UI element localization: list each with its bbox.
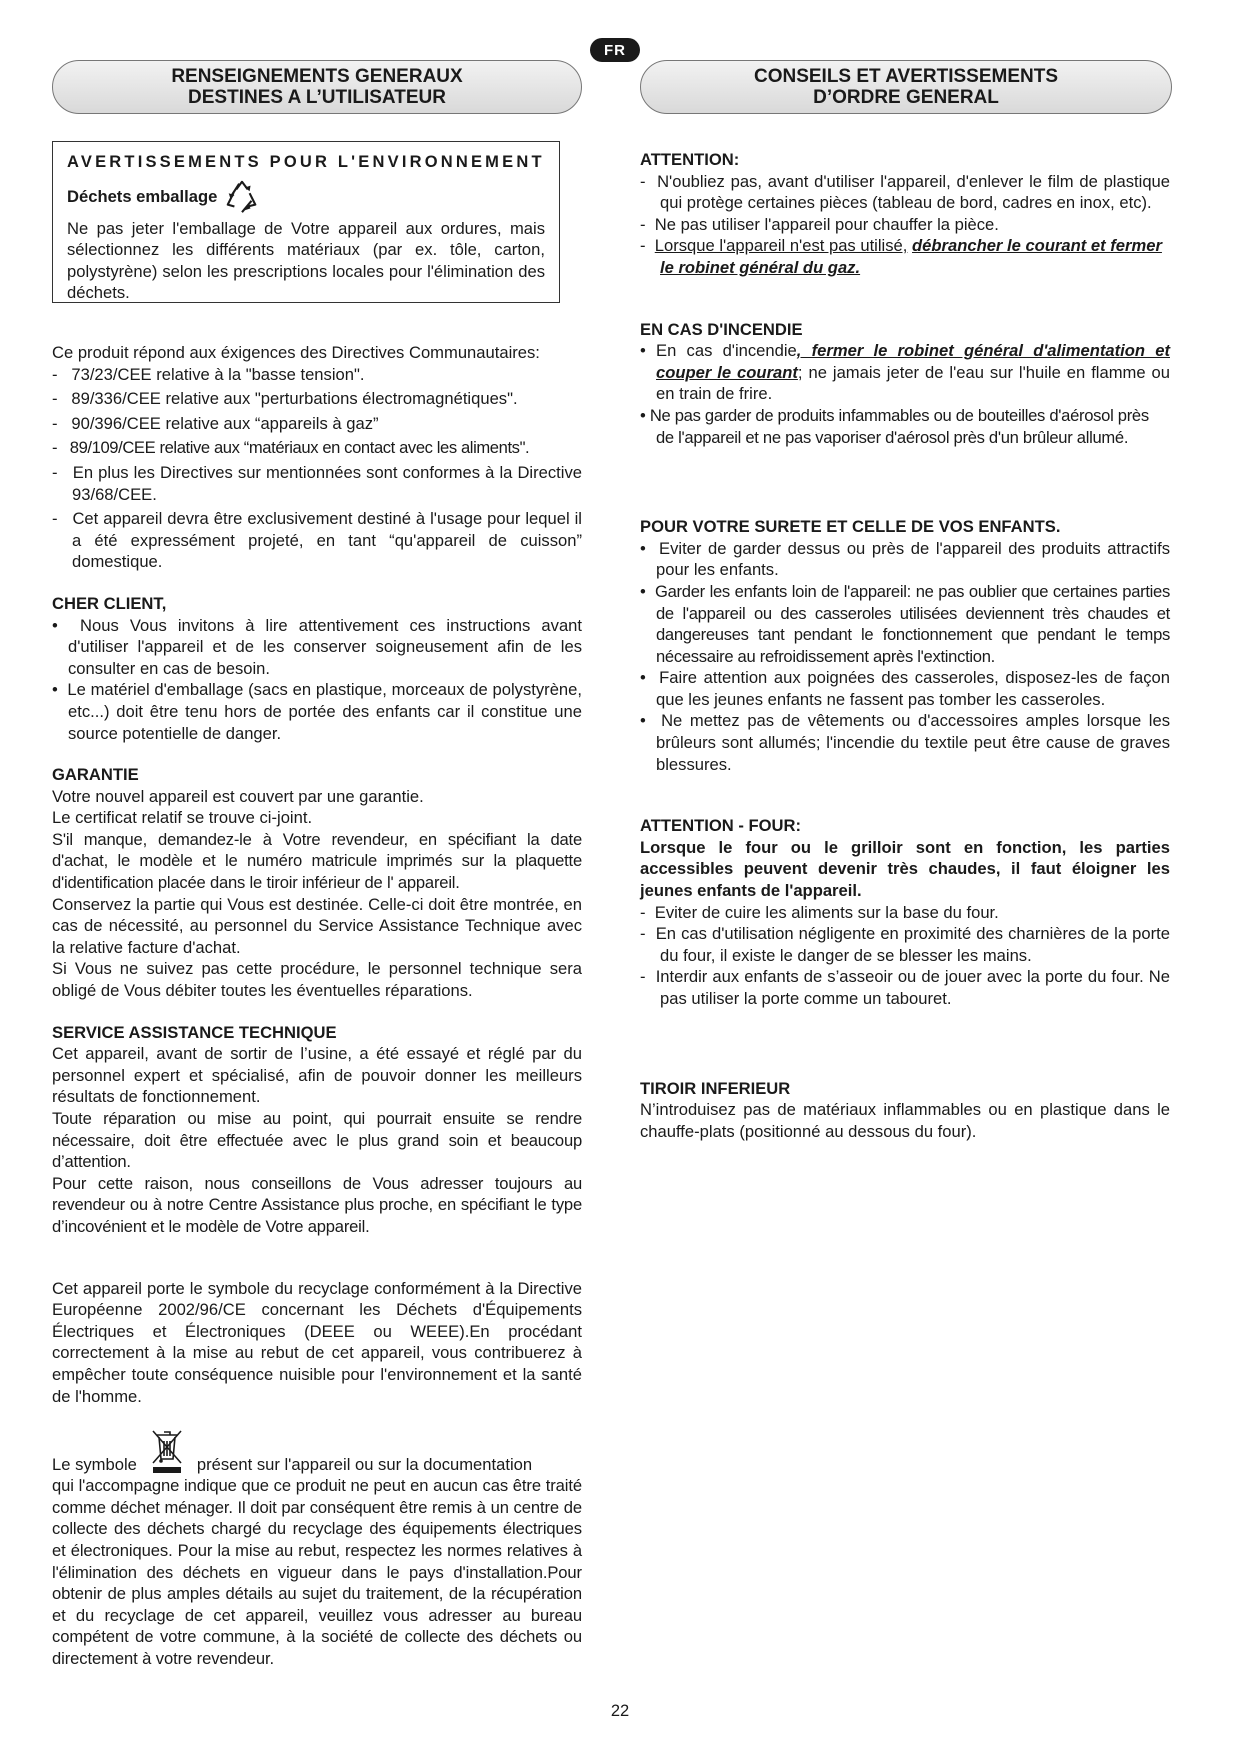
recycle-text: Cet appareil porte le symbole du recyclage conformément à la Directive Européenne 2002/96/CE concernant les Déchets d'Équipements Électriques et Électroniques (DEEE ou WEEE).En procédant correctement à la mise au rebut de cet appareil, vous contribuerez à empêcher toute conséquence nuisible pour l'environnement et la santé de l'homme. bbox=[52, 1278, 582, 1406]
incendie-title: EN CAS D'INCENDIE bbox=[640, 319, 803, 339]
cher-client-item: • Nous Vous invitons à lire attentivement ces instructions avant d'utiliser l'appareil et de les conserver soigneusement afin de les consulter en cas de besoin. bbox=[52, 615, 583, 678]
garantie-line: Votre nouvel appareil est couvert par une garantie. bbox=[52, 786, 424, 806]
page-number: 22 bbox=[610, 1702, 630, 1720]
attention-text-bold: débrancher le courant et fermer le robinet général du gaz. bbox=[660, 236, 1162, 277]
attention-item: - N'oubliez pas, avant d'utiliser l'appareil, d'enlever le film de plastique qui protège certaines pièces (tableau de bord, cadres en inox, etc). bbox=[640, 171, 1170, 213]
directive-item: - 73/23/CEE relative à la "basse tension". bbox=[52, 364, 365, 384]
surete-text: Ne mettez pas de vêtements ou d'accessoires amples lorsque les brûleurs sont allumés; l'incendie du textile peut être cause de graves blessures. bbox=[656, 711, 1171, 774]
weee-symbol-line bbox=[52, 1429, 582, 1475]
cher-client-title: CHER CLIENT, bbox=[52, 593, 167, 613]
incendie-item: • Ne pas garder de produits infammables ou de bouteilles d'aérosol près de l'appareil et ne pas vaporiser d'aérosol près d'un brûleur allumé. bbox=[640, 405, 1149, 447]
four-item: - En cas d'utilisation négligente en proximité des charnières de la porte du four, il existe le danger de se blesser les mains. bbox=[640, 924, 1171, 965]
incendie-text: En cas d'incendie bbox=[656, 341, 797, 361]
service-line: Pour cette raison, nous conseillons de Vous adresser toujours au revendeur ou à notre Centre Assistance plus proche, en spécifiant le type d’incovénient et le modèle de Votre appareil. bbox=[52, 1173, 582, 1236]
four-item: - Interdir aux enfants de s’asseoir ou de jouer avec la porte du four. Ne pas utiliser la porte comme un tabouret. bbox=[640, 967, 1170, 1008]
garantie-line: Conservez la partie qui Vous est destinée. Celle-ci doit être montrée, en cas de nécessité, au personnel du Service Assistance Technique avec la relative facture d'achat. bbox=[52, 894, 582, 957]
header-right-line1: CONSEILS ET AVERTISSEMENTS bbox=[753, 66, 1059, 87]
service-line: Toute réparation ou mise au point, qui pourrait ensuite se rendre nécessaire, doit être effectuée avec le plus grand soin et beaucoup d’attention. bbox=[52, 1109, 582, 1172]
crossed-bin-icon bbox=[145, 1429, 189, 1475]
four-item: - Eviter de cuire les aliments sur la base du four. bbox=[640, 902, 999, 922]
header-left-line2: DESTINES A L’UTILISATEUR bbox=[188, 87, 446, 108]
directive-item: - 89/109/CEE relative aux “matériaux en contact avec les aliments". bbox=[52, 438, 530, 458]
attention-text-underlined: Lorsque l'appareil n'est pas utilisé, bbox=[654, 236, 908, 256]
four-text: En cas d'utilisation négligente en proximité des charnières de la porte du four, il existe le danger de se blesser les mains. bbox=[655, 924, 1171, 965]
surete-text: Eviter de garder dessus ou près de l'appareil des produits attractifs pour les enfants. bbox=[656, 538, 1171, 580]
weee-rest: qui l'accompagne indique que ce produit ne peut en aucun cas être traité comme déchet ménager. Il doit par conséquent être remis à un centre de collecte des déchets chargé du recyclage des équipements électriques et électroniques. Pour la mise au rebut, respectez les normes relatives à l'élimination des déchets en vigueur dans le pays d'installation.Pour obtenir de plus amples détails au sujet du traitement, de la récupération et du recyclage de cet appareil, veuillez vous adresser au bureau compétent de votre commune, à la société de collecte des déchets ou directement à votre revendeur. bbox=[52, 1476, 582, 1668]
directive-text: 90/396/CEE relative aux “appareils à gaz” bbox=[71, 413, 379, 433]
surete-item: • Eviter de garder dessus ou près de l'appareil des produits attractifs pour les enfants. bbox=[640, 538, 1171, 580]
garantie-title: GARANTIE bbox=[52, 765, 139, 785]
attention-text: N'oubliez pas, avant d'utiliser l'appareil, d'enlever le film de plastique qui protège certaines pièces (tableau de bord, cadres en inox, etc). bbox=[657, 171, 1170, 213]
attention-title: ATTENTION: bbox=[640, 150, 740, 169]
directive-text: Cet appareil devra être exclusivement destiné à l'usage pour lequel il a été expressément projeté, en tant “qu'appareil de cuisson” domestique. bbox=[72, 509, 582, 572]
incendie-text-rest: ; ne jamais jeter de l'eau sur l'huile en flamme ou en train de frire. bbox=[656, 362, 1170, 404]
service-title: SERVICE ASSISTANCE TECHNIQUE bbox=[52, 1022, 337, 1042]
attention-text: Ne pas utiliser l'appareil pour chauffer la pièce. bbox=[654, 214, 999, 234]
directive-item: - En plus les Directives sur mentionnées sont conformes à la Directive 93/68/CEE. bbox=[52, 462, 582, 504]
garantie-line: Si Vous ne suivez pas cette procédure, le personnel technique sera obligé de Vous débiter toutes les éventuelles réparations. bbox=[52, 959, 582, 1001]
header-left-line1: RENSEIGNEMENTS GENERAUX bbox=[171, 66, 463, 87]
directive-item: - Cet appareil devra être exclusivement destiné à l'usage pour lequel il a été expressément projeté, en tant “qu'appareil de cuisson” domestique. bbox=[52, 509, 582, 572]
weee-after: présent sur l'appareil ou sur la documentation bbox=[196, 1454, 533, 1474]
left-column bbox=[52, 342, 582, 1669]
section-header-right bbox=[640, 60, 1172, 114]
directive-item: - 89/336/CEE relative aux "perturbations électromagnétiques". bbox=[52, 389, 518, 409]
right-column bbox=[640, 149, 1170, 1142]
four-text: Eviter de cuire les aliments sur la base du four. bbox=[654, 902, 999, 922]
four-bold-text: Lorsque le four ou le grilloir sont en fonction, les parties accessibles peuvent devenir très chaudes, il faut éloigner les jeunes enfants de l'appareil. bbox=[640, 837, 1170, 901]
surete-item: • Ne mettez pas de vêtements ou d'accessoires amples lorsque les brûleurs sont allumés; l'incendie du textile peut être cause de graves blessures. bbox=[640, 711, 1171, 774]
service-line: Cet appareil, avant de sortir de l’usine, a été essayé et réglé par du personnel expert et spécialisé, afin de pouvoir donner les meilleurs résultats de fonctionnement. bbox=[52, 1044, 582, 1107]
surete-text: Faire attention aux poignées des casseroles, disposez-les de façon que les jeunes enfants ne fassent pas tomber les casseroles. bbox=[656, 668, 1170, 709]
cher-client-item: • Le matériel d'emballage (sacs en plastique, morceaux de polystyrène, etc...) doit être tenu hors de portée des enfants car il constitue une source potentielle de danger. bbox=[52, 680, 582, 743]
recycle-icon bbox=[223, 178, 261, 216]
header-right-line2: D’ORDRE GENERAL bbox=[813, 87, 999, 108]
surete-text: Garder les enfants loin de l'appareil: ne pas oublier que certaines parties de l'appareil ou des casseroles utilisées deviennent très chaudes et dangereuses tant pendant le fonctionnement que pendant le temps nécessaire au refroidissement après l'extinction. bbox=[655, 581, 1170, 666]
cher-client-text: Le matériel d'emballage (sacs en plastique, morceaux de polystyrène, etc...) doit être tenu hors de portée des enfants car il constitue une source potentielle de danger. bbox=[67, 680, 582, 743]
env-text: Ne pas jeter l'emballage de Votre appareil aux ordures, mais sélectionnez les différents matériaux (par ex. tôle, carton, polystyrène) selon les prescriptions locales pour l'élimination des déchets. bbox=[67, 218, 545, 303]
garantie-line: Le certificat relatif se trouve ci-joint. bbox=[52, 808, 313, 828]
surete-item: • Faire attention aux poignées des casseroles, disposez-les de façon que les jeunes enfants ne fassent pas tomber les casseroles. bbox=[640, 668, 1170, 709]
cher-client-text: Nous Vous invitons à lire attentivement ces instructions avant d'utiliser l'appareil et de les conserver soigneusement afin de les consulter en cas de besoin. bbox=[68, 615, 583, 678]
tiroir-text: N’introduisez pas de matériaux inflammables ou en plastique dans le chauffe-plats (positionné au dessous du four). bbox=[640, 1100, 1170, 1141]
incendie-text: Ne pas garder de produits infammables ou de bouteilles d'aérosol près de l'appareil et ne pas vaporiser d'aérosol près d'un brûleur allumé. bbox=[649, 405, 1149, 447]
directive-text: 89/336/CEE relative aux "perturbations électromagnétiques". bbox=[71, 389, 518, 409]
directive-item: - 90/396/CEE relative aux “appareils à gaz” bbox=[52, 413, 379, 433]
environment-warning-box bbox=[52, 141, 560, 303]
directive-text: 73/23/CEE relative à la "basse tension". bbox=[71, 364, 365, 384]
directive-text: 89/109/CEE relative aux “matériaux en contact avec les aliments". bbox=[69, 438, 530, 458]
surete-item: • Garder les enfants loin de l'appareil: ne pas oublier que certaines parties de l'appareil ou des casseroles utilisées deviennent très chaudes et dangereuses tant pendant le fonctionnement que pendant le temps nécessaire au refroidissement après l'extinction. bbox=[640, 581, 1170, 666]
directives-intro: Ce produit répond aux éxigences des Directives Communautaires: bbox=[52, 343, 540, 362]
incendie-text-bold: , fermer le robinet général d'alimentation et couper le courant bbox=[656, 341, 1170, 382]
language-badge: FR bbox=[590, 38, 640, 62]
tiroir-title: TIROIR INFERIEUR bbox=[640, 1078, 791, 1098]
env-subtitle-row bbox=[67, 178, 545, 216]
weee-before: Le symbole bbox=[52, 1454, 137, 1474]
four-text: Interdir aux enfants de s’asseoir ou de jouer avec la porte du four. Ne pas utiliser la porte comme un tabouret. bbox=[655, 967, 1170, 1008]
garantie-line: S'il manque, demandez-le à Votre revendeur, en spécifiant la date d'achat, le modèle et le numéro matricule imprimés sur la plaquette d'identification placée dans le tiroir inférieur de l' appareil. bbox=[52, 829, 582, 893]
surete-title: POUR VOTRE SURETE ET CELLE DE VOS ENFANTS. bbox=[640, 517, 1061, 537]
env-title: AVERTISSEMENTS POUR L'ENVIRONNEMENT bbox=[67, 153, 545, 171]
attention-item: - Lorsque l'appareil n'est pas utilisé, débrancher le courant et fermer le robinet général du gaz. bbox=[640, 236, 1162, 277]
attention-item: - Ne pas utiliser l'appareil pour chauffer la pièce. bbox=[640, 214, 999, 234]
env-subtitle: Déchets emballage bbox=[67, 186, 218, 206]
incendie-item: • En cas d'incendie, fermer le robinet général d'alimentation et couper le courant; ne jamais jeter de l'eau sur l'huile en flamme ou en train de frire. bbox=[640, 341, 1170, 404]
section-header-left bbox=[52, 60, 582, 114]
four-title: ATTENTION - FOUR: bbox=[640, 816, 801, 836]
directive-text: En plus les Directives sur mentionnées sont conformes à la Directive 93/68/CEE. bbox=[72, 462, 582, 504]
